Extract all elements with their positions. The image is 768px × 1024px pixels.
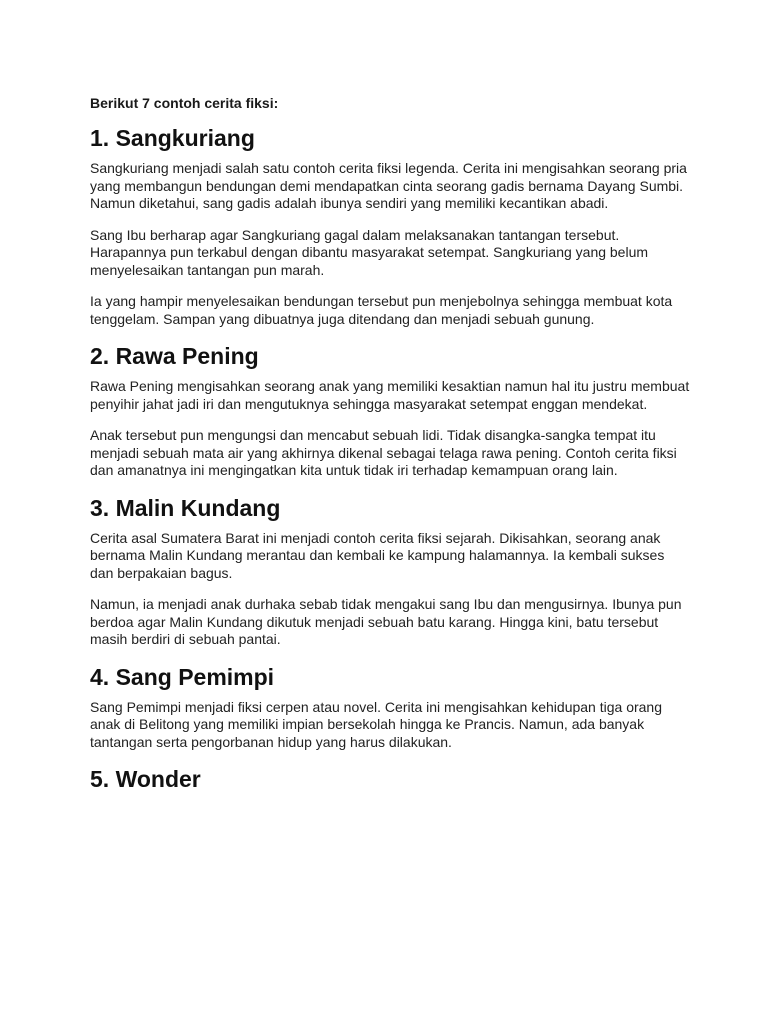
section-title: 5. Wonder xyxy=(90,766,201,792)
section-rawa-pening xyxy=(90,342,690,480)
section-title: 2. Rawa Pening xyxy=(90,343,259,369)
section-malin-kundang xyxy=(90,494,690,649)
paragraph: Sang Ibu berharap agar Sangkuriang gagal dalam melaksanakan tantangan tersebut. Harapannya pun terkabul dengan dibantu masyarakat setempat. Sangkuriang yang belum menyelesaikan tantangan pun marah. xyxy=(90,226,649,278)
paragraph: Cerita asal Sumatera Barat ini menjadi contoh cerita fiksi sejarah. Dikisahkan, seorang anak bernama Malin Kundang merantau dan kembali ke kampung halamannya. Ia kembali sukses dan berpakaian bagus. xyxy=(90,529,665,581)
section-wonder xyxy=(90,765,690,793)
paragraph: Anak tersebut pun mengungsi dan mencabut sebuah lidi. Tidak disangka-sangka tempat itu menjadi sebuah mata air yang akhirnya dikenal sebagai telaga rawa pening. Contoh cerita fiksi dan amanatnya ini mengingatkan kita untuk tidak iri terhadap kemampuan orang lain. xyxy=(90,427,677,478)
paragraph: Sangkuriang menjadi salah satu contoh cerita fiksi legenda. Cerita ini mengisahkan seorang pria yang membangun bendungan demi mendapatkan cinta seorang gadis bernama Dayang Sumbi. Namun diketahui, sang gadis adalah ibunya sendiri yang memiliki kecantikan abadi. xyxy=(90,160,687,211)
paragraph: Ia yang hampir menyelesaikan bendungan tersebut pun menjebolnya sehingga membuat kota tenggelam. Sampan yang dibuatnya juga ditendang dan menjadi sebuah gunung. xyxy=(90,293,673,327)
section-title: 3. Malin Kundang xyxy=(90,494,281,521)
section-title: 1. Sangkuriang xyxy=(90,125,255,151)
section-sangkuriang xyxy=(90,124,690,328)
paragraph: Sang Pemimpi menjadi fiksi cerpen atau novel. Cerita ini mengisahkan kehidupan tiga orang anak di Belitong yang memiliki impian bersekolah hingga ke Prancis. Namun, ada banyak tantangan serta pengorbanan hidup yang harus dilakukan. xyxy=(90,698,662,750)
paragraph: Rawa Pening mengisahkan seorang anak yang memiliki kesaktian namun hal itu justru membuat penyihir jahat jadi iri dan mengutuknya sehingga masyarakat setempat enggan mendekat. xyxy=(90,378,690,412)
paragraph: Namun, ia menjadi anak durhaka sebab tidak mengakui sang Ibu dan mengusirnya. Ibunya pun berdoa agar Malin Kundang dikutuk menjadi sebuah batu karang. Hingga kini, batu tersebut masih berdiri di sebuah pantai. xyxy=(90,596,682,647)
section-sang-pemimpi xyxy=(90,663,690,752)
section-title: 4. Sang Pemimpi xyxy=(90,663,275,690)
intro-text: Berikut 7 contoh cerita fiksi: xyxy=(90,95,279,111)
document-page xyxy=(90,94,690,803)
